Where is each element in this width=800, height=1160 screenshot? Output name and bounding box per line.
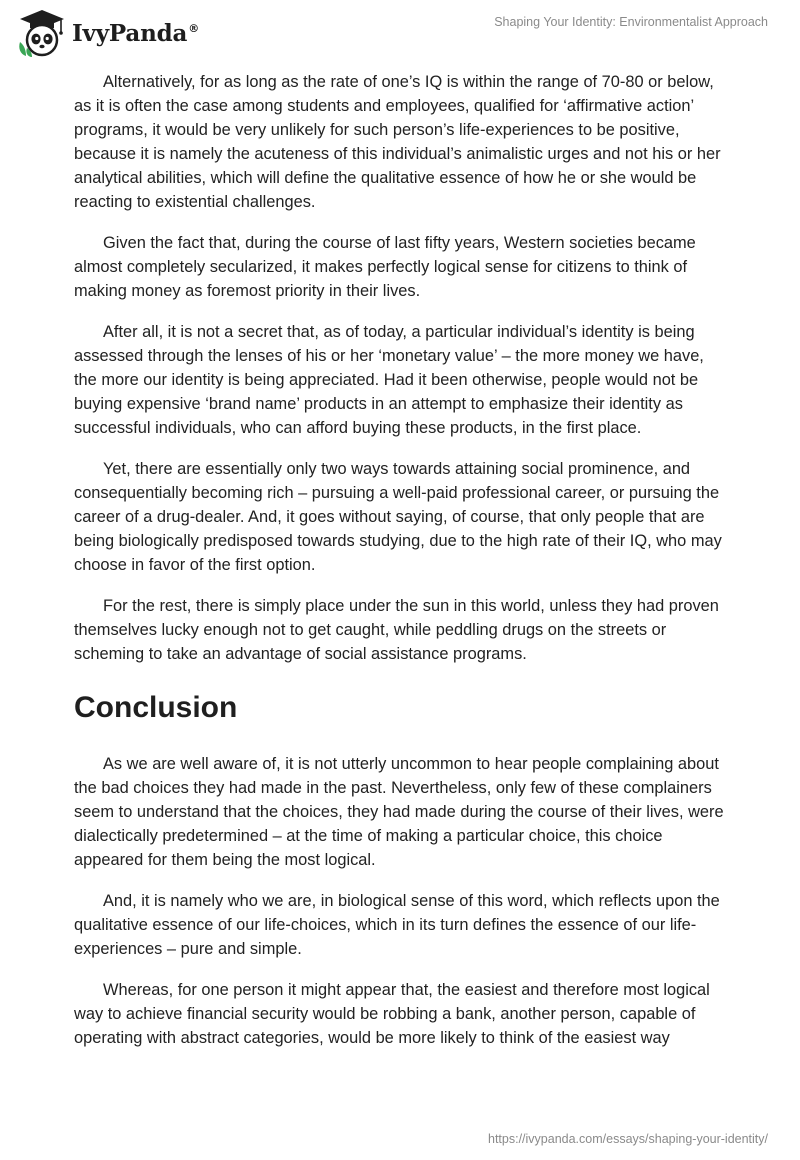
body-paragraph: For the rest, there is simply place under the sun in this world, unless they had proven themselves lucky enough not to get caught, while peddling drugs on the streets or scheming to take an advantage of social assistance programs. [74, 597, 719, 663]
body-paragraph: After all, it is not a secret that, as of today, a particular individual’s identity is being assessed through the lenses of his or her ‘monetary value’ – the more money we have, the more our identity is being appreciated. Had it been otherwise, people would not be buying expensive ‘brand name’ products in an attempt to emphasize their identity as successful individuals, who can afford buying these products, in the first place. [74, 323, 704, 437]
body-paragraph: Alternatively, for as long as the rate of one’s IQ is within the range of 70-80 or below, as it is often the case among students and employees, qualified for ‘affirmative action’ programs, it would be very unlikely for such person’s life-experiences to be positive, because it is namely the acuteness of this individual’s animalistic urges and not his or her analytical abilities, which will define the qualitative essence of how he or she would be reacting to existential challenges. [74, 73, 721, 211]
brand-name [72, 20, 199, 47]
page-header [0, 0, 800, 70]
body-paragraph: And, it is namely who we are, in biological sense of this word, which reflects upon the qualitative essence of our life-choices, which in its turn defines the essence of our life-experiences – pure and simple. [74, 892, 720, 958]
body-paragraph: Yet, there are essentially only two ways towards attaining social prominence, and consequentially becoming rich – pursuing a well-paid professional career, or pursuing the career of a drug-dealer. And, it goes without saying, of course, that only people that are being biologically predisposed towards studying, due to the high rate of their IQ, who may choose in favor of the first option. [74, 460, 722, 574]
body-paragraph: As we are well aware of, it is not utterly uncommon to hear people complaining about the bad choices they had made in the past. Nevertheless, only few of these complainers seem to understand that the choices, they had made during the course of their lives, were dialectically predetermined – at the time of making a particular choice, this choice appeared for them being the most logical. [74, 755, 724, 869]
ivypanda-logo[interactable] [16, 8, 199, 58]
panda-graduate-icon [16, 8, 68, 58]
running-title: Shaping Your Identity: Environmentalist Approach [494, 15, 768, 29]
body-paragraph: Whereas, for one person it might appear that, the easiest and therefore most logical way to achieve financial security would be robbing a bank, another person, capable of operating with abstract categories, would be more likely to think of the easiest way [74, 981, 710, 1047]
brand-name-text: IvyPanda [72, 19, 188, 47]
section-heading-conclusion: Conclusion [74, 691, 238, 724]
source-url[interactable]: https://ivypanda.com/essays/shaping-your-identity/ [488, 1132, 768, 1146]
registered-mark: ® [188, 21, 199, 35]
essay-body [74, 70, 730, 1067]
body-paragraph: Given the fact that, during the course of last fifty years, Western societies became almost completely secularized, it makes perfectly logical sense for citizens to think of making money as foremost priority in their lives. [74, 234, 696, 300]
